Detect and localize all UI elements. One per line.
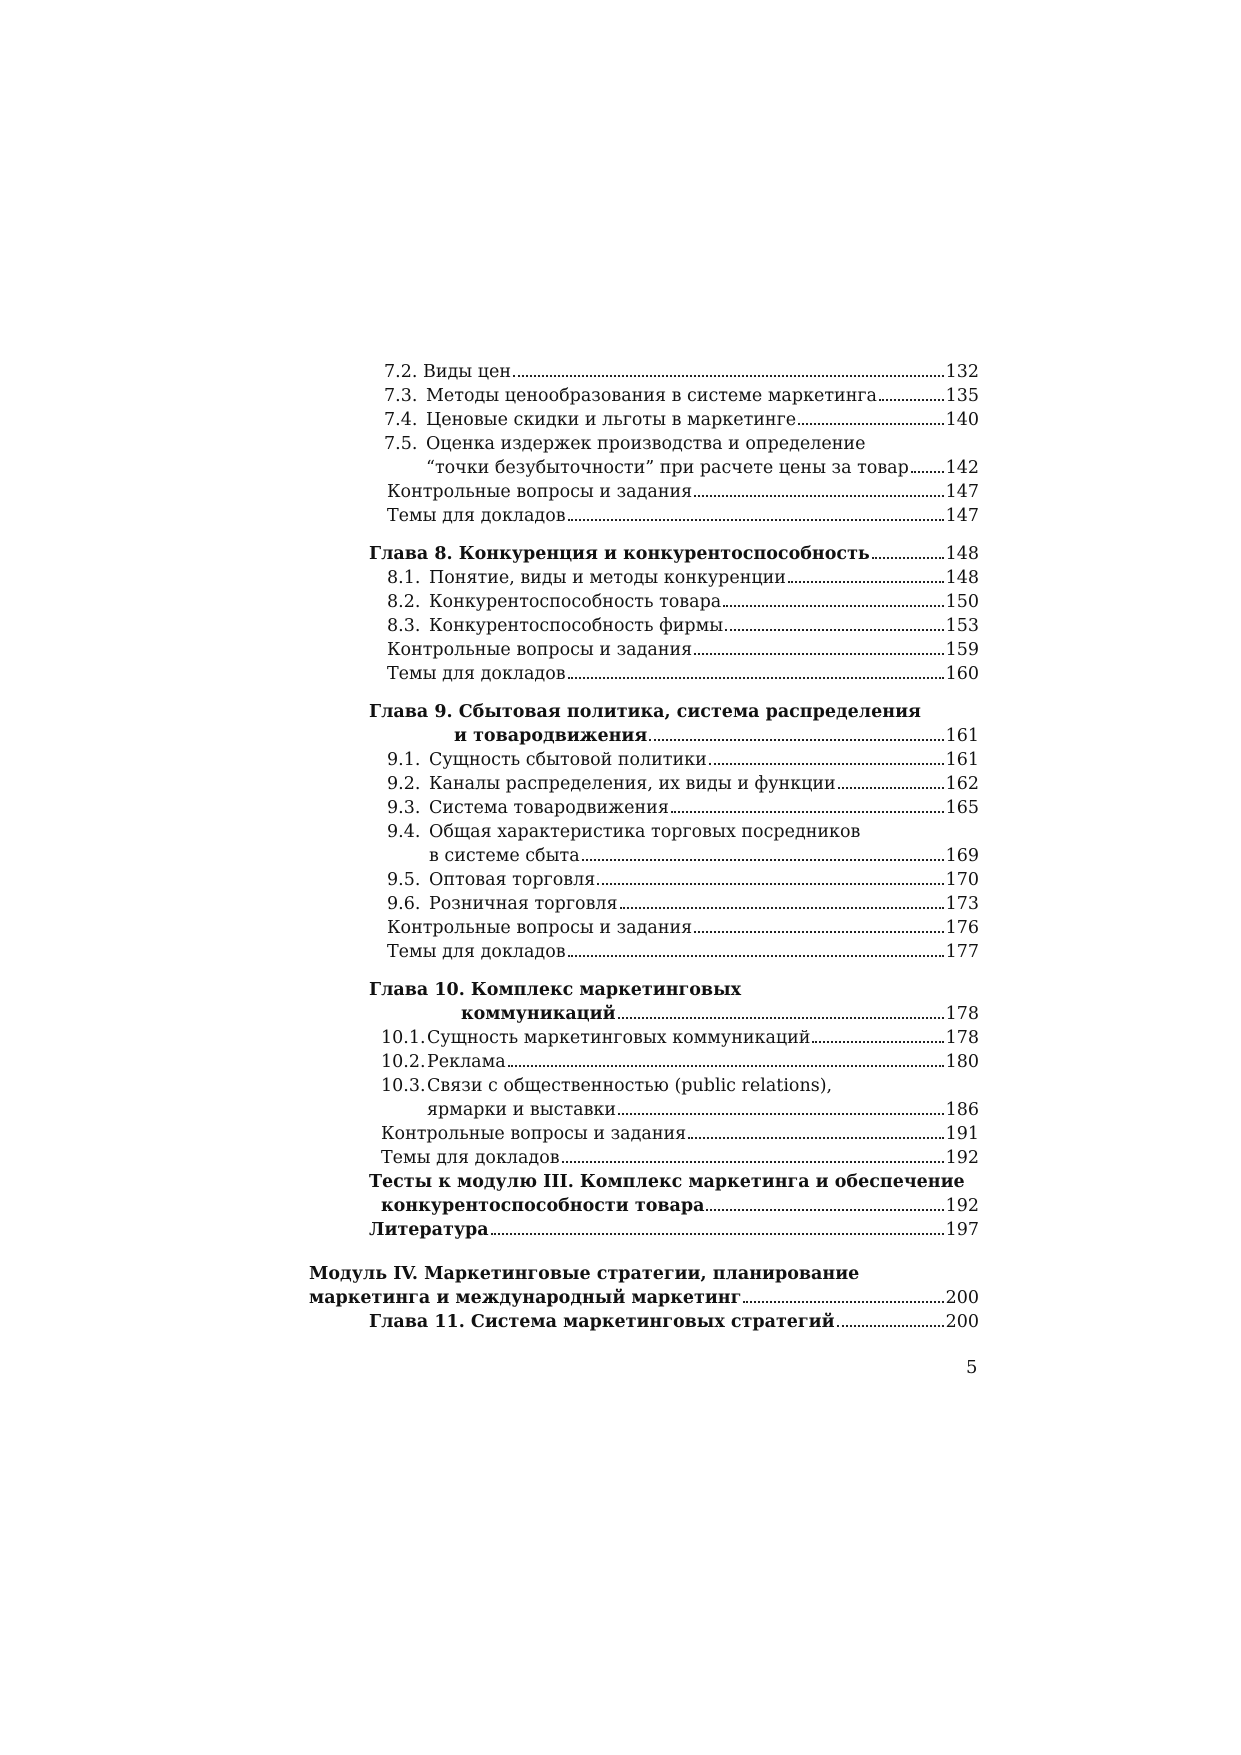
toc-entry-title: Реклама [427, 1052, 506, 1072]
toc-page-number: 147 [945, 506, 979, 526]
toc-chapter-11[interactable] [309, 1310, 979, 1334]
dot-leader [694, 495, 943, 497]
toc-chapter-9-line2[interactable] [309, 724, 979, 748]
dot-leader [911, 471, 944, 473]
toc-tests-title: конкурентоспособности товара [381, 1196, 705, 1216]
toc-entry-10-2[interactable] [309, 1050, 979, 1074]
toc-entry-9-5[interactable] [309, 868, 979, 892]
spacer [309, 1242, 979, 1262]
dot-leader [788, 581, 944, 583]
toc-page-number: 148 [945, 544, 979, 564]
toc-entry-number: 10.3. [381, 1076, 426, 1096]
toc-entry-number: 7.2. [384, 362, 418, 382]
toc-entry-7-5-line1[interactable] [309, 432, 979, 456]
toc-entry-9-questions[interactable] [309, 916, 979, 940]
toc-chapter-title: коммуникаций [461, 1004, 616, 1024]
toc-page-number: 165 [945, 798, 979, 818]
toc-literature-title: Литература [369, 1220, 489, 1240]
dot-leader [568, 955, 944, 957]
toc-page-number: 186 [945, 1100, 979, 1120]
toc-literature[interactable] [309, 1218, 979, 1242]
toc-entry-8-questions[interactable] [309, 638, 979, 662]
dot-leader [568, 519, 944, 521]
dot-leader [725, 629, 943, 631]
dot-leader [562, 1161, 944, 1163]
toc-entry-10-3-line1[interactable] [309, 1074, 979, 1098]
spacer [309, 686, 979, 700]
toc-chapter-title: Глава 11. Система маркетинговых стратегий [369, 1312, 835, 1332]
dot-leader [597, 883, 943, 885]
toc-tests-line2[interactable] [309, 1194, 979, 1218]
toc-entry-number: 10.2. [381, 1052, 426, 1072]
dot-leader [879, 399, 944, 401]
dot-leader [618, 1113, 944, 1115]
toc-page-number: 173 [945, 894, 979, 914]
dot-leader [582, 859, 944, 861]
toc-tests-title: Тесты к модулю III. Комплекс маркетинга и обеспечение [369, 1172, 965, 1192]
toc-entry-8-2[interactable] [309, 590, 979, 614]
toc-page-number: 153 [945, 616, 979, 636]
toc-entry-10-questions[interactable] [309, 1122, 979, 1146]
toc-chapter-9-line1[interactable] [309, 700, 979, 724]
toc-page-number: 177 [945, 942, 979, 962]
toc-entry-9-1[interactable] [309, 748, 979, 772]
toc-page-number: 192 [945, 1148, 979, 1168]
toc-entry-title: Темы для докладов [381, 1148, 560, 1168]
toc-chapter-title: и товародвижения [454, 726, 648, 746]
toc-entry-title: Каналы распределения, их виды и функции [429, 774, 836, 794]
dot-leader [694, 931, 943, 933]
toc-entry-number: 7.5. [384, 434, 418, 454]
toc-entry-10-3-line2[interactable] [309, 1098, 979, 1122]
toc-entry-10-1[interactable] [309, 1026, 979, 1050]
toc-entry-7-5-line2[interactable] [309, 456, 979, 480]
toc-page-number: 178 [945, 1004, 979, 1024]
dot-leader [688, 1137, 943, 1139]
toc-chapter-title: Глава 10. Комплекс маркетинговых [369, 980, 742, 1000]
toc-entry-number: 8.2. [387, 592, 421, 612]
toc-module-title: маркетинга и международный маркетинг [309, 1288, 742, 1308]
toc-entry-9-topics[interactable] [309, 940, 979, 964]
toc-entry-title: Оценка издержек производства и определение [426, 434, 866, 454]
spacer [309, 528, 979, 542]
toc-entry-9-4-line1[interactable] [309, 820, 979, 844]
toc-page-number: 162 [945, 774, 979, 794]
toc-entry-9-6[interactable] [309, 892, 979, 916]
toc-entry-title: Контрольные вопросы и задания [381, 1124, 687, 1144]
toc-entry-number: 9.6. [387, 894, 421, 914]
toc-chapter-10-line1[interactable] [309, 978, 979, 1002]
toc-entry-number: 8.1. [387, 568, 421, 588]
toc-entry-number: 9.1. [387, 750, 421, 770]
toc-entry-number: 10.1. [381, 1028, 426, 1048]
toc-page-number: 176 [945, 918, 979, 938]
toc-tests-line1[interactable] [309, 1170, 979, 1194]
toc-chapter-title: Глава 8. Конкуренция и конкурентоспособность [369, 544, 870, 564]
table-of-contents [309, 360, 979, 1334]
toc-entry-title: Сущность сбытовой политики [429, 750, 707, 770]
toc-page-number: 135 [945, 386, 979, 406]
toc-entry-title: в системе сбыта [429, 846, 580, 866]
dot-leader [743, 1301, 943, 1303]
toc-entry-7-4[interactable] [309, 408, 979, 432]
toc-page-number: 160 [945, 664, 979, 684]
spacer [309, 964, 979, 978]
toc-entry-number: 9.3. [387, 798, 421, 818]
toc-page-number: 191 [945, 1124, 979, 1144]
toc-chapter-8[interactable] [309, 542, 979, 566]
toc-entry-10-topics[interactable] [309, 1146, 979, 1170]
toc-entry-title: Темы для докладов [387, 942, 566, 962]
toc-entry-title: “точки безубыточности” при расчете цены за товар [426, 458, 909, 478]
toc-entry-title: Оптовая торговля [429, 870, 596, 890]
toc-page-number: 200 [945, 1288, 979, 1308]
toc-entry-title: Темы для докладов [387, 664, 566, 684]
dot-leader [837, 1325, 944, 1327]
toc-entry-8-3[interactable] [309, 614, 979, 638]
toc-entry-9-2[interactable] [309, 772, 979, 796]
dot-leader [491, 1233, 944, 1235]
toc-entry-7-questions[interactable] [309, 480, 979, 504]
toc-page-number: 200 [945, 1312, 979, 1332]
dot-leader [812, 1041, 943, 1043]
toc-chapter-10-line2[interactable] [309, 1002, 979, 1026]
toc-page-number: 161 [945, 750, 979, 770]
toc-entry-7-3[interactable] [309, 384, 979, 408]
toc-entry-number: 7.4. [384, 410, 418, 430]
toc-module-4-line2[interactable] [309, 1286, 979, 1310]
dot-leader [872, 557, 944, 559]
toc-page-number: 170 [945, 870, 979, 890]
toc-entry-title: Понятие, виды и методы конкуренции [429, 568, 786, 588]
toc-page-number: 192 [945, 1196, 979, 1216]
dot-leader [723, 605, 943, 607]
toc-entry-title: Контрольные вопросы и задания [387, 482, 693, 502]
dot-leader [694, 653, 943, 655]
dot-leader [513, 375, 944, 377]
dot-leader [838, 787, 944, 789]
page-number: 5 [966, 1357, 978, 1378]
toc-page-number: 140 [945, 410, 979, 430]
dot-leader [508, 1065, 944, 1067]
toc-entry-number: 7.3. [384, 386, 418, 406]
toc-entry-title: Конкурентоспособность фирмы [429, 616, 724, 636]
toc-page-number: 132 [945, 362, 979, 382]
toc-entry-number: 9.5. [387, 870, 421, 890]
toc-entry-9-4-line2[interactable] [309, 844, 979, 868]
toc-entry-8-1[interactable] [309, 566, 979, 590]
toc-entry-9-3[interactable] [309, 796, 979, 820]
toc-page-number: 178 [945, 1028, 979, 1048]
dot-leader [568, 677, 944, 679]
dot-leader [706, 1209, 943, 1211]
dot-leader [671, 811, 944, 813]
toc-entry-title: Темы для докладов [387, 506, 566, 526]
dot-leader [620, 907, 944, 909]
dot-leader [709, 763, 944, 765]
toc-page-number: 159 [945, 640, 979, 660]
toc-entry-number: 9.4. [387, 822, 421, 842]
toc-entry-title: Виды цен [422, 362, 512, 382]
toc-entry-title: Связи с общественностью (public relations), [427, 1076, 833, 1096]
toc-entry-number: 9.2. [387, 774, 421, 794]
toc-page-number: 142 [945, 458, 979, 478]
toc-entry-title: Контрольные вопросы и задания [387, 640, 693, 660]
toc-entry-title: Ценовые скидки и льготы в маркетинге [426, 410, 797, 430]
dot-leader [618, 1017, 944, 1019]
toc-entry-number: 8.3. [387, 616, 421, 636]
toc-entry-7-topics[interactable] [309, 504, 979, 528]
dot-leader [798, 423, 943, 425]
toc-entry-title: Общая характеристика торговых посредников [429, 822, 861, 842]
toc-entry-title: ярмарки и выставки [427, 1100, 617, 1120]
toc-entry-title: Система товародвижения [429, 798, 669, 818]
toc-page-number: 150 [945, 592, 979, 612]
toc-entry-title: Конкурентоспособность товара [429, 592, 722, 612]
toc-page-number: 180 [945, 1052, 979, 1072]
toc-entry-title: Контрольные вопросы и задания [387, 918, 693, 938]
toc-entry-8-topics[interactable] [309, 662, 979, 686]
toc-page-number: 148 [945, 568, 979, 588]
dot-leader [649, 739, 943, 741]
toc-page-number: 147 [945, 482, 979, 502]
toc-entry-title: Розничная торговля [429, 894, 618, 914]
toc-module-4-line1[interactable] [309, 1262, 979, 1286]
toc-page-number: 161 [945, 726, 979, 746]
toc-entry-title: Сущность маркетинговых коммуникаций [427, 1028, 811, 1048]
toc-entry-7-2[interactable] [309, 360, 979, 384]
toc-page-number: 197 [945, 1220, 979, 1240]
toc-module-title: Модуль IV. Маркетинговые стратегии, планирование [309, 1264, 860, 1284]
toc-chapter-title: Глава 9. Сбытовая политика, система распределения [369, 702, 921, 722]
toc-entry-title: Методы ценообразования в системе маркетинга [426, 386, 877, 406]
toc-page-number: 169 [945, 846, 979, 866]
